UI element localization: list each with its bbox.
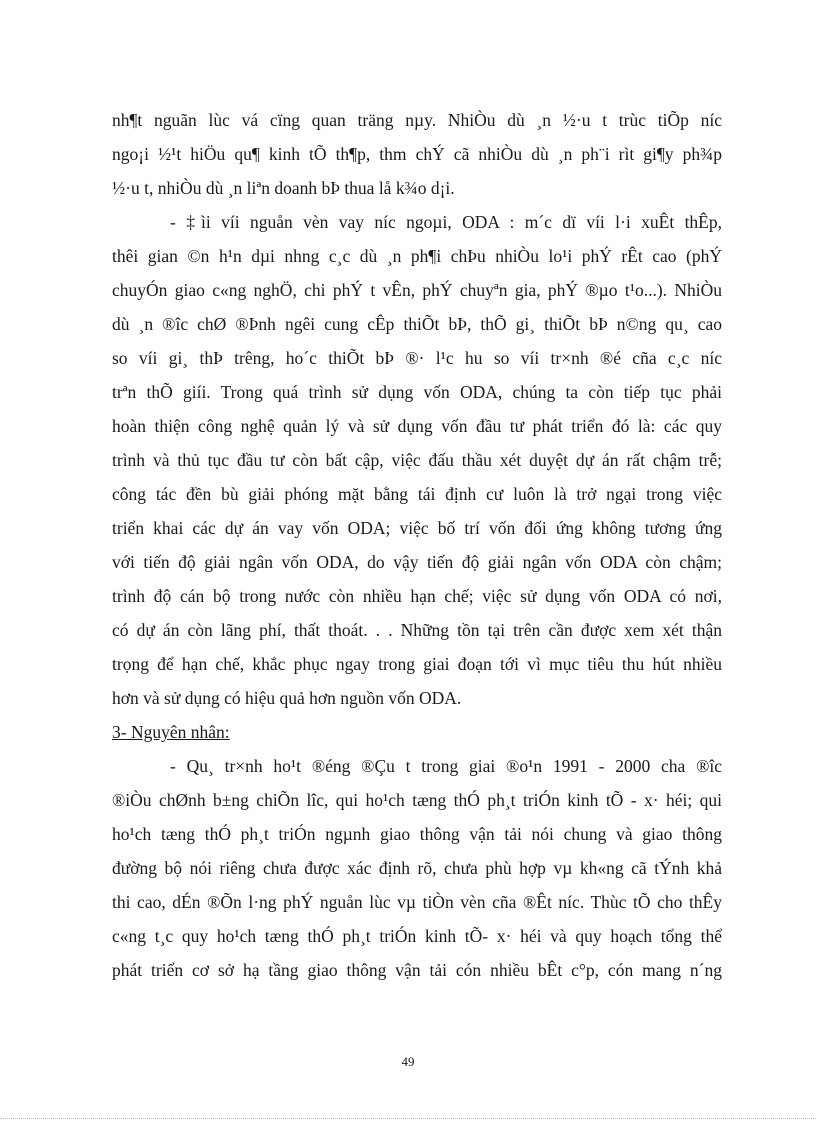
text-line: với tiến độ giải ngân vốn ODA, do vậy tiến độ giải ngân vốn ODA còn chậm; <box>112 552 722 572</box>
text-line: ®iÒu chØnh b±ng chiÕn lîc, qui ho¹ch tæng thÓ ph¸t triÓn kinh tÕ - x· héi; qui <box>112 790 722 810</box>
text-line: công tác đền bù giải phóng mặt bằng tái định cư luôn là trở ngại trong việc <box>112 484 722 504</box>
text-line: hơn và sử dụng có hiệu quả hơn nguồn vốn ODA. <box>112 688 462 708</box>
text-line: trªn thÕ giíi. Trong quá trình sử dụng vốn ODA, chúng ta còn tiếp tục phải <box>112 382 722 402</box>
text-line: thi cao, dÉn ®Õn l·ng phÝ nguån lùc vµ tiÒn vèn cña ®Êt níc. Thùc tÕ cho thÊy <box>112 892 722 912</box>
text-line: ½·u t, nhiÒu dù ¸n liªn doanh bÞ thua lå k¾o d¡i. <box>112 178 455 198</box>
paragraph-1 <box>112 103 722 205</box>
text-line: so víi gi¸ thÞ trêng, ho´c thiÕt bÞ ®· l¹c hu so víi tr×nh ®é cña c¸c níc <box>112 348 722 368</box>
text-line: phát triển cơ sở hạ tầng giao thông vận tải cón nhiều bÊt c°p, cón mang n´ng <box>112 960 722 980</box>
text-line: ho¹ch tæng thÓ ph¸t triÓn ngµnh giao thông vận tải nói chung và giao thông <box>112 824 722 844</box>
text-line: hoàn thiện công nghệ quản lý và sử dụng vốn đầu tư phát triển đó là: các quy <box>112 416 722 436</box>
paragraph-3 <box>112 749 722 987</box>
text-line: ngo¡i ½¹t hiÖu qu¶ kinh tÕ th¶p, thm chÝ cã nhiÒu dù ¸n ph¨i rìt gi¶y ph¾p <box>112 144 722 164</box>
text-line: đường bộ nói riêng chưa được xác định rõ, chưa phù hợp vµ kh«ng cã tÝnh khả <box>112 858 722 878</box>
text-line: - Qu¸ tr×nh ho¹t ®éng ®Çu t trong giai ®o¹n 1991 - 2000 cha ®îc <box>170 756 722 776</box>
page-number: 49 <box>401 1054 415 1069</box>
text-line: chuyÓn giao c«ng nghÖ, chi phÝ t vÊn, phÝ chuyªn gia, phÝ ®µo t¹o...). NhiÒu <box>112 280 722 300</box>
document-body <box>112 103 722 987</box>
text-line: trọng để hạn chế, khắc phục ngay trong giai đoạn tới vì mục tiêu thu hút nhiều <box>112 654 722 674</box>
text-line: c«ng t¸c quy ho¹ch tæng thÓ ph¸t triÓn kinh tÕ- x· héi và quy hoạch tổng thể <box>112 926 722 946</box>
footer-divider <box>0 1118 816 1119</box>
text-line: dù ¸n ®îc chØ ®Þnh ngêi cung cÊp thiÕt bÞ, thÕ gi¸ thiÕt bÞ n©ng qu¸ cao <box>112 314 722 334</box>
text-line: nh¶t nguãn lùc vá cïng quan träng nµy. NhiÒu dù ¸n ½·u t trùc tiÕp níc <box>112 110 722 130</box>
text-line: trình và thủ tục đầu tư còn bất cập, việc đấu thầu xét duyệt dự án rất chậm trễ; <box>112 450 722 470</box>
text-line: thêi gian ©n h¹n dµi nhng c¸c dù ¸n ph¶i chÞu nhiÒu lo¹i phÝ rÊt cao (phÝ <box>112 246 722 266</box>
paragraph-2 <box>112 205 722 715</box>
text-line: có dự án còn lãng phí, thất thoát. . . Những tồn tại trên cần được xem xét thận <box>112 620 722 640</box>
text-line: triển khai các dự án vay vốn ODA; việc bố trí vốn đối ứng không tương ứng <box>112 518 722 538</box>
text-line: - ‡ìi víi nguån vèn vay níc ngoµi, ODA : m´c dï víi l·i xuÊt thÊp, <box>170 212 722 232</box>
text-line: trình độ cán bộ trong nước còn nhiều hạn chế; việc sử dụng vốn ODA có nơi, <box>112 586 722 606</box>
section-heading: 3- Nguyên nhân: <box>112 722 230 742</box>
